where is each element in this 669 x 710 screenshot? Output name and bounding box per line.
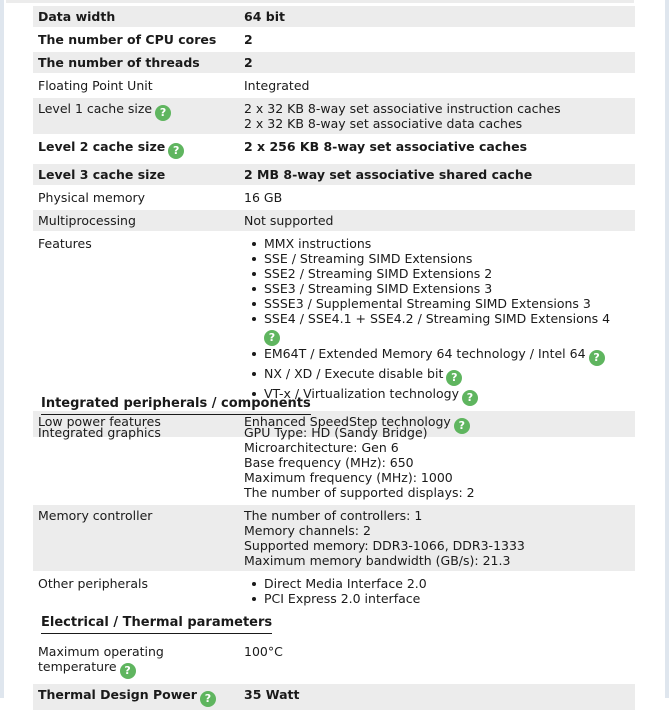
list-item	[244, 346, 635, 366]
value-line: Maximum memory bandwidth (GB/s): 21.3	[244, 553, 511, 568]
row-label: Physical memory	[38, 190, 146, 205]
right-scroll-edge	[665, 0, 669, 698]
table-row	[33, 505, 635, 571]
table-row	[33, 136, 635, 162]
value-line: 2 x 32 KB 8-way set associative instruction caches	[244, 101, 561, 116]
help-icon[interactable]: ?	[462, 390, 478, 406]
feature-text: SSE2 / Streaming SIMD Extensions 2	[264, 266, 493, 281]
help-icon[interactable]: ?	[264, 330, 280, 346]
table-row	[33, 233, 635, 409]
left-scroll-edge	[0, 0, 4, 698]
row-label: Data width	[38, 9, 116, 24]
row-value: 35 Watt	[244, 687, 300, 702]
row-label: Multiprocessing	[38, 213, 136, 228]
row-value	[241, 573, 635, 609]
feature-text: EM64T / Extended Memory 64 technology / Intel 64	[264, 346, 586, 361]
label-line-text: temperature	[38, 659, 117, 674]
row-value	[241, 422, 635, 503]
row-value	[241, 233, 635, 409]
table-row	[33, 164, 635, 185]
row-label: Other peripherals	[38, 576, 149, 591]
table-row	[33, 6, 635, 27]
table-row	[33, 641, 635, 682]
list-item	[244, 311, 635, 346]
list-item	[244, 591, 635, 606]
help-icon[interactable]: ?	[454, 418, 470, 434]
value-line: Base frequency (MHz): 650	[244, 455, 414, 470]
list-item	[244, 236, 635, 251]
help-icon[interactable]: ?	[155, 105, 171, 121]
row-label-text: Thermal Design Power	[38, 687, 197, 702]
spec-table-peripherals	[33, 422, 635, 609]
row-label: The number of CPU cores	[38, 32, 217, 47]
section-heading-peripherals: Integrated peripherals / components	[41, 396, 311, 415]
table-row	[33, 98, 635, 134]
feature-text: SSE / Streaming SIMD Extensions	[264, 251, 473, 266]
value-line: The number of controllers: 1	[244, 508, 423, 523]
table-row	[33, 29, 635, 50]
row-value: 2 MB 8-way set associative shared cache	[244, 167, 533, 182]
list-item	[244, 366, 635, 386]
list-item	[244, 266, 635, 281]
list-item	[244, 251, 635, 266]
row-value: 64 bit	[244, 9, 285, 24]
row-label	[33, 641, 241, 682]
label-line	[38, 659, 241, 679]
value-line: GPU Type: HD (Sandy Bridge)	[244, 425, 428, 440]
feature-text: SSSE3 / Supplemental Streaming SIMD Extensions 3	[264, 296, 591, 311]
peripheral-text: Direct Media Interface 2.0	[264, 576, 427, 591]
row-label	[33, 684, 241, 710]
help-icon[interactable]: ?	[446, 370, 462, 386]
value-line: 2 x 32 KB 8-way set associative data caches	[244, 116, 523, 131]
row-value	[241, 98, 635, 134]
help-icon[interactable]: ?	[200, 691, 216, 707]
row-label: The number of threads	[38, 55, 200, 70]
value-line: Supported memory: DDR3-1066, DDR3-1333	[244, 538, 525, 553]
table-row	[33, 684, 635, 710]
spec-table-main	[33, 6, 635, 437]
help-icon[interactable]: ?	[589, 350, 605, 366]
help-icon[interactable]: ?	[168, 143, 184, 159]
peripheral-text: PCI Express 2.0 interface	[264, 591, 421, 606]
feature-text: MMX instructions	[264, 236, 372, 251]
row-value-text: Enhanced SpeedStep technology	[244, 414, 451, 429]
row-label: Integrated graphics	[38, 425, 161, 440]
row-label	[33, 136, 241, 162]
table-row	[33, 75, 635, 96]
list-item	[244, 296, 635, 311]
row-label: Memory controller	[38, 508, 153, 523]
table-row	[33, 210, 635, 231]
table-row	[33, 573, 635, 609]
row-value: 2	[244, 55, 253, 70]
value-line: The number of supported displays: 2	[244, 485, 475, 500]
row-value: Integrated	[244, 78, 310, 93]
row-label-text: Level 2 cache size	[38, 139, 166, 154]
list-item	[244, 576, 635, 591]
row-label: Floating Point Unit	[38, 78, 153, 93]
row-value: 16 GB	[244, 190, 283, 205]
feature-text: NX / XD / Execute disable bit	[264, 366, 444, 381]
row-value: 2 x 256 KB 8-way set associative caches	[244, 139, 528, 154]
row-value	[241, 505, 635, 571]
table-row	[33, 187, 635, 208]
value-line: Maximum frequency (MHz): 1000	[244, 470, 453, 485]
row-label-text: Level 1 cache size	[38, 101, 153, 116]
peripherals-list	[244, 576, 635, 606]
spec-table-electrical	[33, 641, 635, 710]
table-row	[33, 422, 635, 503]
value-line: Memory channels: 2	[244, 523, 371, 538]
row-label: Features	[38, 236, 92, 251]
row-value: 2	[244, 32, 253, 47]
feature-text: VT-x / Virtualization technology	[264, 386, 459, 401]
table-row	[33, 52, 635, 73]
value-line: Microarchitecture: Gen 6	[244, 440, 399, 455]
section-heading-electrical: Electrical / Thermal parameters	[41, 615, 272, 634]
row-label: Level 3 cache size	[38, 167, 166, 182]
label-line: Maximum operating	[38, 644, 164, 659]
features-list	[244, 236, 635, 406]
list-item	[244, 281, 635, 296]
feature-text: SSE3 / Streaming SIMD Extensions 3	[264, 281, 493, 296]
feature-text: SSE4 / SSE4.1 + SSE4.2 / Streaming SIMD Extensions 4	[264, 311, 611, 326]
row-label	[33, 98, 241, 134]
row-value: 100°C	[244, 644, 283, 659]
cut-off-row-top	[6, 0, 634, 3]
row-label: Low power features	[38, 414, 161, 429]
help-icon[interactable]: ?	[120, 663, 136, 679]
row-value: Not supported	[244, 213, 334, 228]
